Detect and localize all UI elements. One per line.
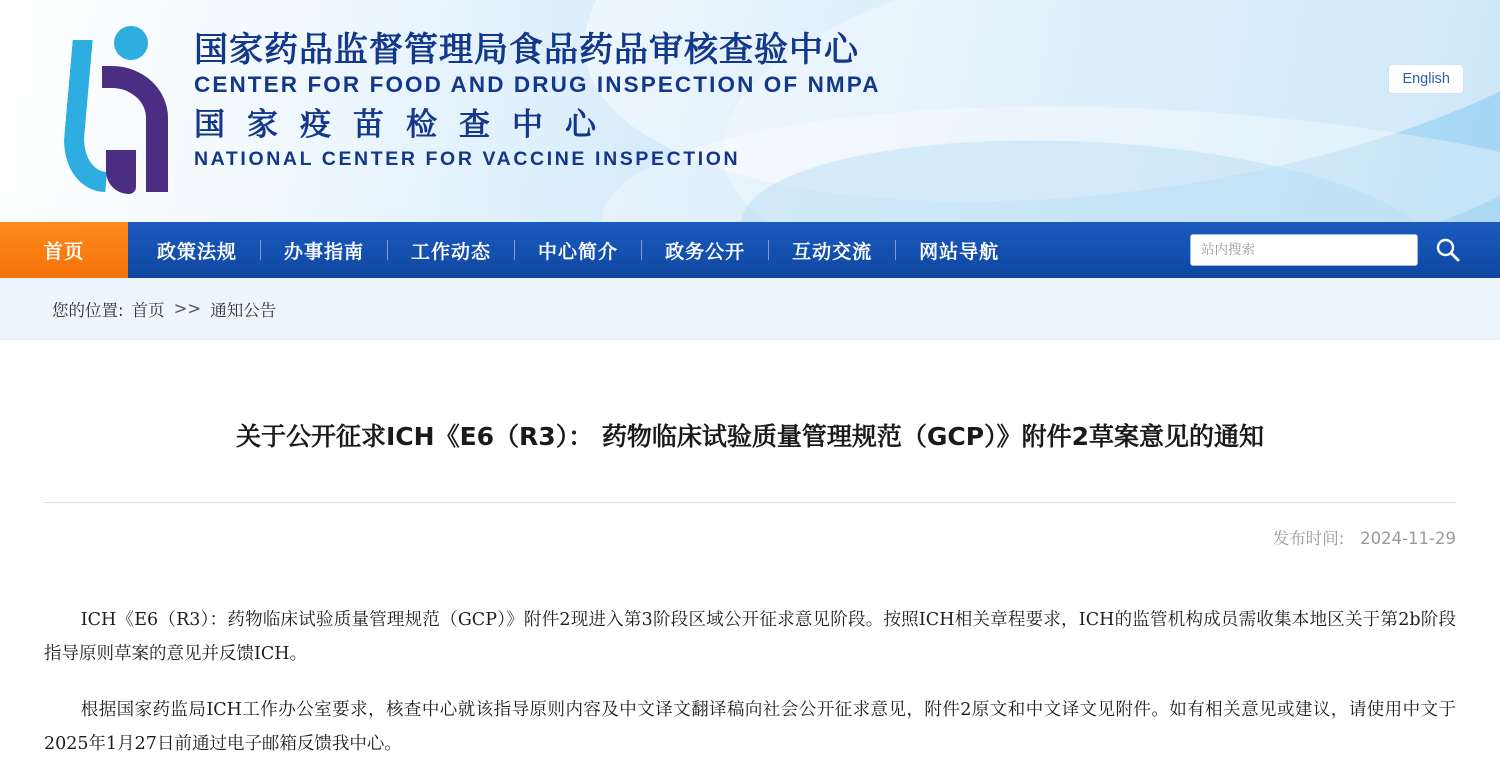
breadcrumb-prefix: 您的位置: xyxy=(52,300,124,320)
nav-item-news[interactable]: 工作动态 xyxy=(411,240,492,263)
nav-item-sitemap[interactable]: 网站导航 xyxy=(919,240,1000,263)
site-logo-area[interactable] xyxy=(62,26,881,194)
org-name-cn-primary: 国家药品监督管理局食品药品审核查验中心 xyxy=(194,30,859,70)
breadcrumb xyxy=(0,278,1500,340)
site-logo-text xyxy=(194,26,881,172)
article-paragraph: 根据国家药监局ICH工作办公室要求，核查中心就该指导原则内容及中文译文翻译稿向社会公开征求意见，附件2原文和中文译文见附件。如有相关意见或建议，请使用中文于2025年1月27日前通过电子邮箱反馈我中心。 xyxy=(44,700,1456,754)
nav-item-about[interactable]: 中心简介 xyxy=(538,240,619,263)
english-language-button[interactable]: English xyxy=(1388,64,1464,94)
publish-time-value: 2024-11-29 xyxy=(1360,529,1456,548)
search-button[interactable] xyxy=(1426,233,1470,267)
site-search xyxy=(1190,233,1470,267)
nav-item-affairs[interactable]: 政务公开 xyxy=(665,240,746,263)
article-paragraph: ICH《E6（R3）：药物临床试验质量管理规范（GCP）》附件2现进入第3阶段区域公开征求意见阶段。按照ICH相关章程要求，ICH的监管机构成员需收集本地区关于第2b阶段指导原则草案的意见并反馈ICH。 xyxy=(44,610,1456,664)
search-input[interactable] xyxy=(1190,234,1418,266)
article-container xyxy=(0,340,1500,761)
article-body xyxy=(44,549,1456,761)
org-name-cn-secondary: 国家疫苗检查中心 xyxy=(194,107,618,143)
site-header xyxy=(0,0,1500,222)
search-icon xyxy=(1435,237,1461,263)
org-name-en-primary: CENTER FOR FOOD AND DRUG INSPECTION OF NMPA xyxy=(194,72,881,97)
nav-item-home[interactable]: 首页 xyxy=(0,222,128,278)
nav-item-list xyxy=(128,222,1022,278)
org-name-en-secondary: NATIONAL CENTER FOR VACCINE INSPECTION xyxy=(194,148,741,170)
main-navigation xyxy=(0,222,1500,278)
publish-time-label: 发布时间: xyxy=(1272,529,1345,548)
breadcrumb-current[interactable]: 通知公告 xyxy=(210,300,277,320)
nav-item-guide[interactable]: 办事指南 xyxy=(284,240,365,263)
vaccine-inspection-logo-icon xyxy=(62,26,180,194)
breadcrumb-link-home[interactable]: 首页 xyxy=(131,300,165,320)
breadcrumb-separator: >> xyxy=(173,299,202,318)
page-title: 关于公开征求ICH《E6（R3）： 药物临床试验质量管理规范（GCP）》附件2草案意见的通知 xyxy=(236,422,1264,451)
nav-item-policies[interactable]: 政策法规 xyxy=(157,240,238,263)
nav-item-interaction[interactable]: 互动交流 xyxy=(792,240,873,263)
publish-time xyxy=(44,503,1456,549)
